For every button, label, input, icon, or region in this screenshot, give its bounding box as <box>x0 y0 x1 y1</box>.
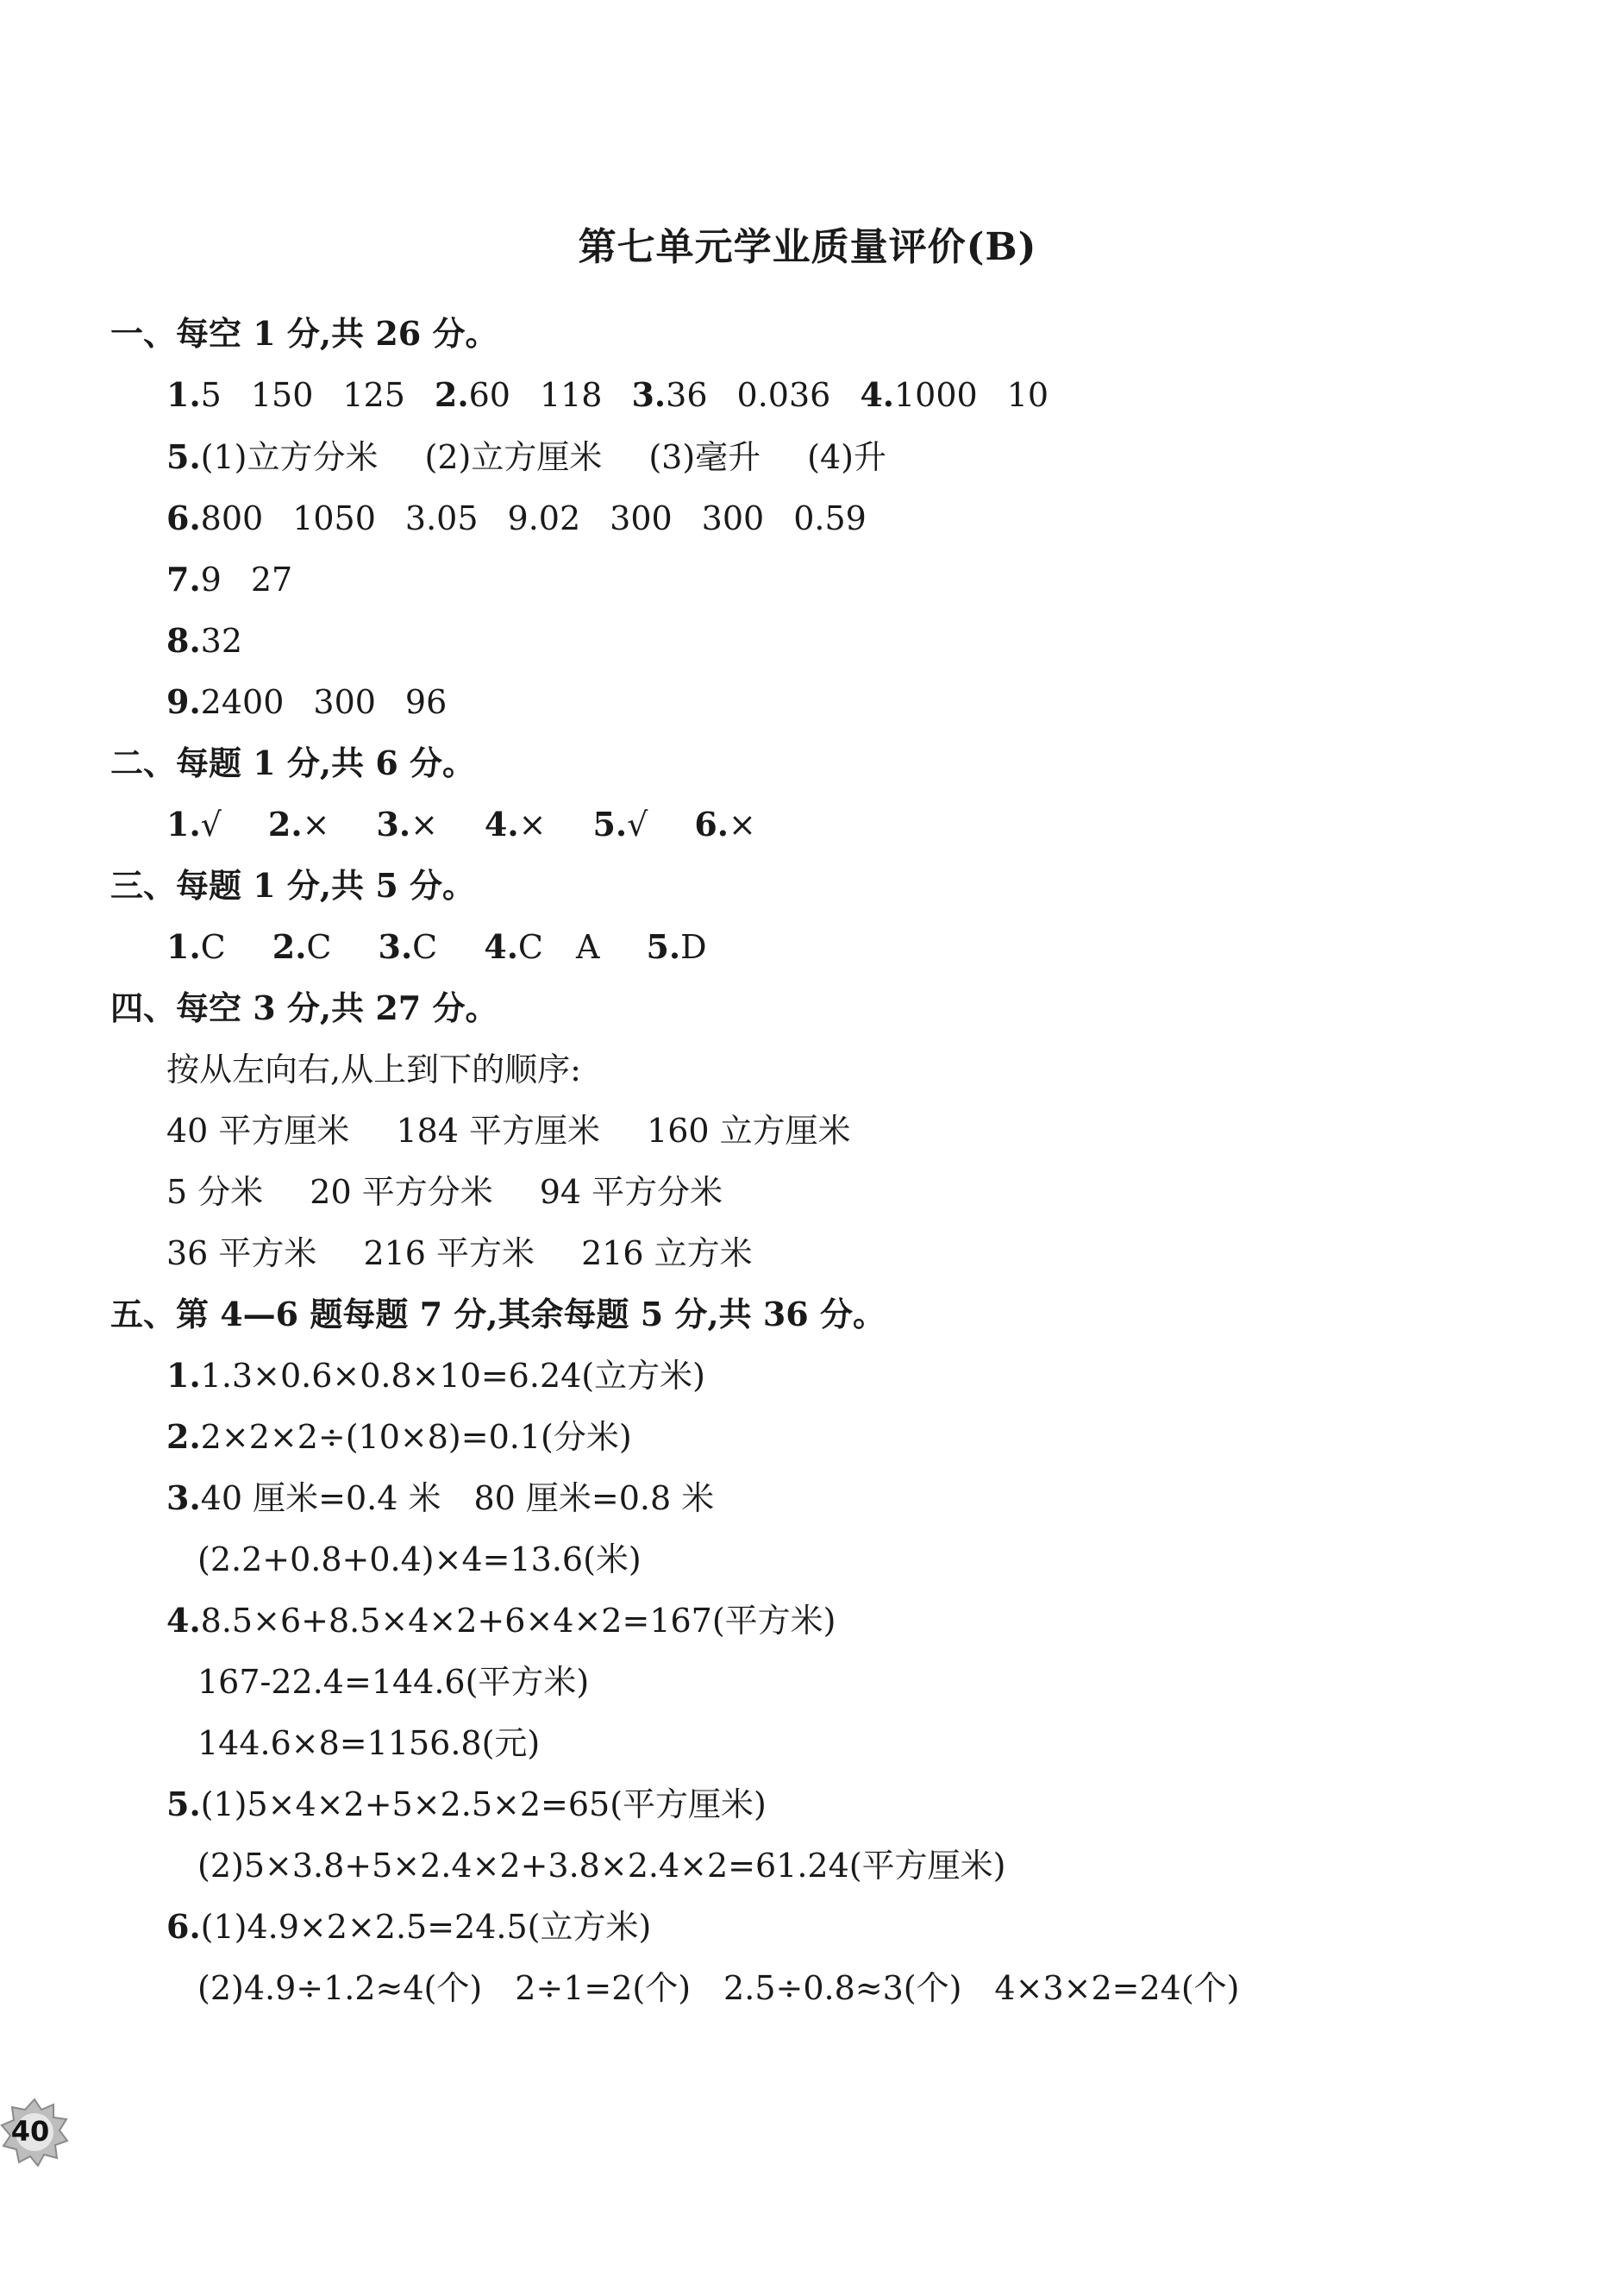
answer: 32 <box>200 622 243 660</box>
answer: (1)立方分米 <box>200 438 379 476</box>
q-number: 4. <box>484 805 519 844</box>
q-number: 3. <box>166 1478 201 1517</box>
answer: 40 厘米=0.4 米 80 厘米=0.8 米 <box>200 1479 715 1517</box>
s4-row-3 <box>166 1232 753 1275</box>
answer: √ <box>200 806 222 844</box>
s1-row-6 <box>166 497 867 540</box>
answer: 150 <box>250 376 314 414</box>
answer: 10 <box>1006 376 1049 414</box>
answer: (4)升 <box>807 438 886 476</box>
answer: 300 <box>701 499 765 537</box>
q-number: 1. <box>166 1356 201 1395</box>
q-number: 1. <box>166 927 201 966</box>
answer: (1)4.9×2×2.5=24.5(立方米) <box>200 1908 652 1946</box>
s1-row-9 <box>166 681 447 724</box>
q-number: 5. <box>646 927 681 966</box>
q-number: 5. <box>166 437 201 476</box>
answer: 60 <box>468 376 510 414</box>
answer: 3.05 <box>404 499 479 537</box>
answer: 118 <box>539 376 603 414</box>
answer: 20 平方分米 <box>310 1173 493 1211</box>
s5-q3-line-2: (2.2+0.8+0.4)×4=13.6(米) <box>197 1540 642 1578</box>
answer: 94 平方分米 <box>539 1173 723 1211</box>
q-number: 4. <box>484 927 518 966</box>
q-number: 2. <box>434 375 469 414</box>
s4-row-1 <box>166 1109 851 1152</box>
answer: 300 <box>610 499 673 537</box>
s5-q6 <box>166 1905 651 1948</box>
answer: 40 平方厘米 <box>166 1112 350 1150</box>
answer: (1)5×4×2+5×2.5×2=65(平方厘米) <box>200 1785 767 1823</box>
answer: 0.59 <box>793 499 867 537</box>
s1-row-8 <box>166 619 242 662</box>
answer: 1050 <box>292 499 376 537</box>
q-number: 1. <box>166 375 201 414</box>
page-number: 40 <box>10 2115 50 2148</box>
s5-q5 <box>166 1783 767 1826</box>
answer: × <box>518 806 547 844</box>
answer: 184 平方厘米 <box>396 1112 601 1150</box>
answer: 96 <box>404 683 448 721</box>
q-number: 3. <box>376 805 411 844</box>
section-5-heading: 五、第 4—6 题每题 7 分,其余每题 5 分,共 36 分。 <box>110 1295 886 1333</box>
section-4-heading: 四、每空 3 分,共 27 分。 <box>110 988 498 1027</box>
answer: D <box>680 928 707 966</box>
s2-row <box>166 803 756 846</box>
section-2-heading: 二、每题 1 分,共 6 分。 <box>110 743 476 782</box>
answer: 125 <box>342 376 405 414</box>
s5-q1 <box>166 1354 705 1397</box>
s3-row <box>166 925 707 969</box>
q-number: 2. <box>272 927 307 966</box>
q-number: 2. <box>267 805 303 844</box>
q-number: 5. <box>166 1785 201 1823</box>
answer: × <box>410 806 438 844</box>
answer: 216 立方米 <box>581 1234 753 1272</box>
q-number: 7. <box>166 560 201 599</box>
q-number: 3. <box>378 927 413 966</box>
answer: × <box>302 806 330 844</box>
s5-q5-line-2: (2)5×3.8+5×2.4×2+3.8×2.4×2=61.24(平方厘米) <box>197 1847 1006 1885</box>
answer: 36 <box>666 376 708 414</box>
s5-q6-line-2: (2)4.9÷1.2≈4(个) 2÷1=2(个) 2.5÷0.8≈3(个) 4×3×2=24(个) <box>197 1969 1240 2007</box>
q-number: 6. <box>166 1907 201 1946</box>
s4-row-2 <box>166 1170 723 1214</box>
answer: 5 <box>200 376 222 414</box>
s5-q3 <box>166 1477 714 1520</box>
s5-q2 <box>166 1415 632 1459</box>
q-number: 6. <box>166 499 201 537</box>
s5-q4 <box>166 1599 836 1642</box>
answer: C A <box>517 928 600 966</box>
answer: √ <box>627 806 648 844</box>
answer: 216 平方米 <box>363 1234 535 1272</box>
answer: (3)毫升 <box>648 438 761 476</box>
answer: C <box>412 928 438 966</box>
answer: 160 立方厘米 <box>647 1112 851 1150</box>
s1-row-5 <box>166 436 886 479</box>
q-number: 8. <box>166 621 201 660</box>
section-1-heading: 一、每空 1 分,共 26 分。 <box>110 314 498 353</box>
answer: 27 <box>250 561 293 599</box>
answer: C <box>200 928 226 966</box>
s1-row-1 <box>166 373 1048 417</box>
q-number: 2. <box>166 1417 201 1456</box>
answer: 1000 <box>893 376 978 414</box>
q-number: 5. <box>592 805 628 844</box>
q-number: 9. <box>166 682 201 721</box>
answer: 0.036 <box>736 376 831 414</box>
page-title: 第七单元学业质量评价(B) <box>578 225 1037 269</box>
answer: 9 <box>200 561 222 599</box>
q-number: 3. <box>631 375 667 414</box>
answer: 36 平方米 <box>166 1234 317 1272</box>
answer: 5 分米 <box>166 1173 264 1211</box>
q-number: 4. <box>166 1601 201 1640</box>
answer: 300 <box>313 683 376 721</box>
answer: (2)立方厘米 <box>424 438 603 476</box>
answer: 1.3×0.6×0.8×10=6.24(立方米) <box>200 1357 705 1395</box>
answer: 2×2×2÷(10×8)=0.1(分米) <box>200 1418 632 1456</box>
q-number: 4. <box>860 375 894 414</box>
section-3-heading: 三、每题 1 分,共 5 分。 <box>110 866 476 905</box>
q-number: 1. <box>166 805 201 844</box>
answer: 2400 <box>200 683 285 721</box>
s1-row-7 <box>166 558 292 601</box>
q-number: 6. <box>694 805 729 844</box>
answer: × <box>729 806 756 844</box>
answer: C <box>306 928 332 966</box>
answer: 8.5×6+8.5×4×2+6×4×2=167(平方米) <box>200 1602 836 1640</box>
s5-q4-line-2: 167-22.4=144.6(平方米) <box>197 1663 590 1701</box>
answer: 800 <box>200 499 264 537</box>
answer: 9.02 <box>507 499 581 537</box>
s4-intro: 按从左向右,从上到下的顺序: <box>166 1051 581 1088</box>
s5-q4-line-3: 144.6×8=1156.8(元) <box>197 1724 541 1762</box>
